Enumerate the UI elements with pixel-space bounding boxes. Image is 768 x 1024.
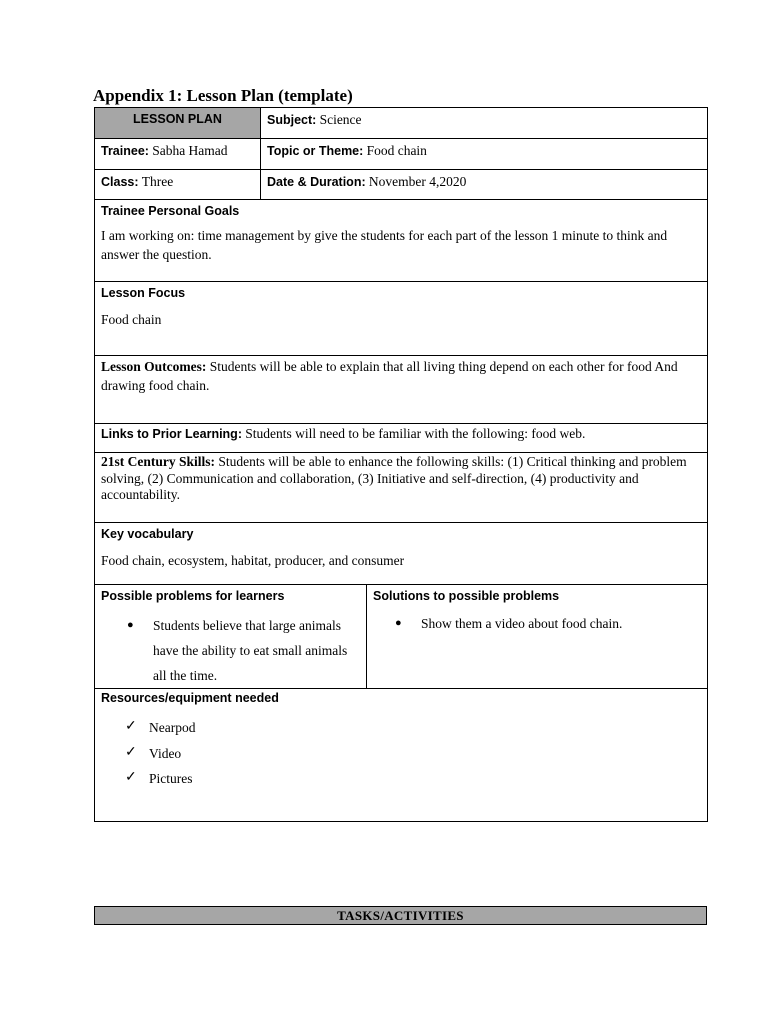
outcomes-label: Lesson Outcomes:	[101, 359, 207, 374]
checkmark-icon: ✓	[125, 770, 137, 785]
solutions-label: Solutions to possible problems	[373, 589, 560, 603]
list-item	[127, 613, 360, 688]
goals-row	[95, 200, 708, 282]
focus-text: Food chain	[101, 312, 162, 327]
problems-label: Possible problems for learners	[101, 589, 285, 603]
resource-text: Video	[149, 745, 182, 761]
list-item	[395, 611, 701, 636]
outcomes-cell	[95, 356, 708, 424]
topic-value: Food chain	[366, 143, 427, 158]
resource-text: Pictures	[149, 771, 193, 786]
problem-text: Students believe that large animals have the ability to eat small animals all the time.	[153, 618, 348, 683]
resources-list	[101, 715, 701, 792]
outcomes-text: Students will be able to explain that all living thing depend on each other for food And drawing food chain.	[101, 359, 678, 393]
skills-row	[95, 453, 708, 523]
skills-paragraph	[101, 454, 701, 504]
subject-cell	[261, 108, 708, 139]
prior-label: Links to Prior Learning:	[101, 427, 242, 441]
goals-text: I am working on: time management by give the students for each part of the lesson 1 minute to think and answer the question.	[101, 228, 668, 262]
solutions-list	[373, 611, 701, 636]
solutions-cell	[367, 585, 708, 689]
skills-cell	[95, 453, 708, 523]
solution-text: Show them a video about food chain.	[421, 616, 623, 631]
header-row-3	[95, 170, 708, 200]
prior-row	[95, 424, 708, 453]
resources-row	[95, 689, 708, 822]
checkmark-icon: ✓	[125, 744, 137, 760]
class-cell	[95, 170, 261, 200]
checkmark-icon: ✓	[125, 719, 137, 734]
resources-label: Resources/equipment needed	[101, 691, 279, 705]
lesson-plan-title: LESSON PLAN	[133, 112, 222, 126]
outcomes-paragraph	[101, 357, 701, 395]
vocab-text: Food chain, ecosystem, habitat, producer, and consumer	[101, 553, 405, 568]
bullet-icon: ●	[395, 617, 402, 629]
problems-cell	[95, 585, 367, 689]
problems-list	[101, 613, 360, 688]
focus-cell	[95, 282, 708, 356]
date-cell	[261, 170, 708, 200]
lesson-plan-table	[94, 107, 708, 822]
vocab-row	[95, 523, 708, 585]
class-label: Class:	[101, 175, 139, 189]
skills-text: Students will be able to enhance the following skills: (1) Critical thinking and problem solving, (2) Communication and collaboration, (3) Initiative and self-direction, (4) productivity and accountability.	[101, 454, 687, 502]
topic-label: Topic or Theme:	[267, 144, 364, 158]
trainee-cell	[95, 139, 261, 170]
date-label: Date & Duration:	[267, 175, 366, 189]
prior-cell	[95, 424, 708, 453]
list-item	[125, 741, 701, 767]
tasks-activities-header: TASKS/ACTIVITIES	[94, 906, 707, 925]
page-heading: Appendix 1: Lesson Plan (template)	[93, 86, 353, 105]
list-item	[125, 715, 701, 741]
lesson-plan-cell	[95, 108, 261, 139]
subject-value: Science	[319, 112, 362, 127]
trainee-label: Trainee:	[101, 144, 149, 158]
trainee-value: Sabha Hamad	[152, 143, 228, 158]
focus-row	[95, 282, 708, 356]
vocab-label: Key vocabulary	[101, 527, 194, 541]
goals-label: Trainee Personal Goals	[101, 204, 240, 218]
topic-cell	[261, 139, 708, 170]
outcomes-row	[95, 356, 708, 424]
skills-label: 21st Century Skills:	[101, 454, 216, 469]
problems-row	[95, 585, 708, 689]
resource-text: Nearpod	[149, 720, 196, 735]
subject-label: Subject:	[267, 113, 317, 127]
date-value: November 4,2020	[368, 174, 467, 189]
bullet-icon: ●	[127, 619, 134, 631]
goals-cell	[95, 200, 708, 282]
header-row-1	[95, 108, 708, 139]
focus-label: Lesson Focus	[101, 286, 186, 300]
class-value: Three	[141, 174, 174, 189]
resources-cell	[95, 689, 708, 822]
prior-text: Students will need to be familiar with the following: food web.	[245, 426, 586, 441]
list-item	[125, 766, 701, 792]
vocab-cell	[95, 523, 708, 585]
header-row-2	[95, 139, 708, 170]
